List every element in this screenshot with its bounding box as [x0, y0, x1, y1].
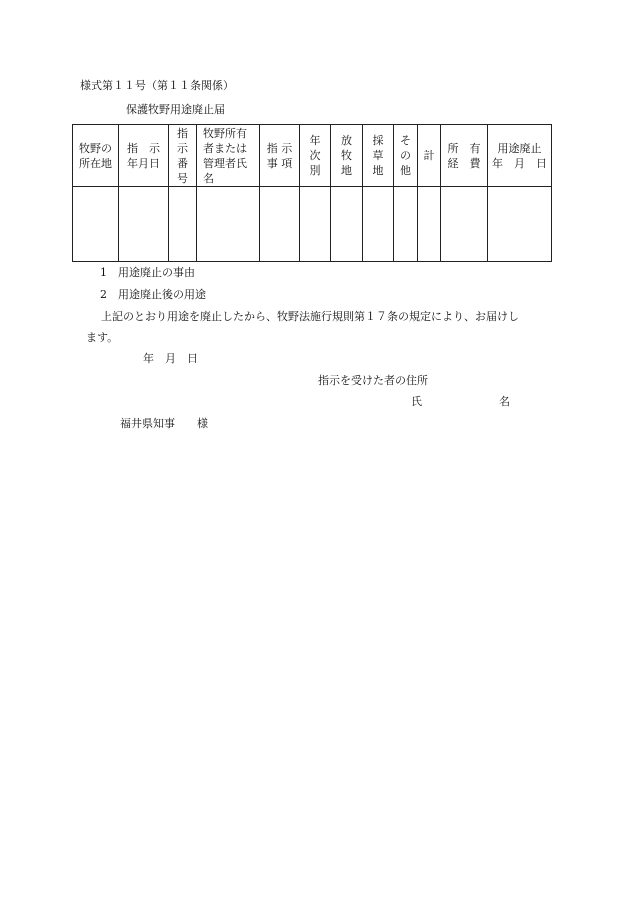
header-owner [197, 125, 260, 187]
header-owner-line: 牧野所有 [203, 126, 247, 140]
header-grazing-land-line: 放 [341, 134, 352, 147]
header-grazing-land [331, 125, 363, 187]
item-abolish-reason: 1 用途廃止の事由 [100, 266, 195, 279]
cell-owner[interactable] [197, 187, 260, 262]
header-instruction-items-line: 事 項 [266, 156, 293, 170]
header-owner-line: 名 [203, 171, 214, 185]
header-owner-line: 者または [203, 141, 247, 155]
cell-mowing-land[interactable] [363, 187, 394, 262]
cell-year[interactable] [300, 187, 331, 262]
header-total-line: 計 [423, 149, 435, 162]
header-instruction-number-line: 号 [177, 171, 188, 185]
cell-instruction-date[interactable] [119, 187, 169, 262]
notification-table [72, 124, 552, 262]
header-location-line: 所在地 [79, 156, 112, 170]
cell-instruction-items[interactable] [260, 187, 300, 262]
addressee: 福井県知事 様 [120, 417, 208, 430]
header-mowing-land-line: 草 [372, 149, 384, 162]
header-other-line: そ [400, 134, 411, 147]
header-other-line: の [400, 149, 411, 162]
header-other [394, 125, 418, 187]
cell-cost[interactable] [441, 187, 488, 262]
cell-location[interactable] [73, 187, 119, 262]
header-grazing-land-line: 牧 [341, 149, 352, 162]
cell-total[interactable] [418, 187, 441, 262]
statement-line-1: 上記のとおり用途を廃止したから、牧野法施行規則第１７条の規定により、お届けし [101, 310, 519, 323]
header-abolish-date-line: 年 月 日 [492, 156, 547, 170]
header-grazing-land-line: 地 [341, 164, 352, 177]
date-line: 年 月 日 [143, 352, 198, 365]
header-cost-line: 所 有 [447, 141, 481, 155]
header-instruction-items-line: 指 示 [266, 141, 293, 155]
header-total [418, 125, 441, 187]
header-year-line: 次 [309, 149, 321, 162]
header-instruction-number-line: 番 [177, 156, 188, 170]
cell-instruction-number[interactable] [169, 187, 197, 262]
form-title: 保護牧野用途廃止届 [126, 103, 225, 116]
header-year-line: 年 [309, 134, 321, 147]
statement-line-2: ます。 [86, 331, 119, 344]
header-instruction-date-line: 年月日 [127, 156, 160, 170]
header-instruction-number-line: 示 [177, 141, 188, 155]
header-year-line: 別 [309, 164, 321, 177]
cell-other[interactable] [394, 187, 418, 262]
header-mowing-land-line: 採 [372, 134, 384, 147]
header-instruction-number [169, 125, 197, 187]
header-instruction-number-line: 指 [177, 126, 188, 140]
applicant-address-label: 指示を受けた者の住所 [318, 374, 428, 387]
header-abolish-date-line: 用途廃止 [497, 141, 542, 155]
cell-abolish-date[interactable] [488, 187, 552, 262]
header-other-line: 他 [400, 164, 411, 177]
cell-grazing-land[interactable] [331, 187, 363, 262]
header-abolish-date [488, 125, 552, 187]
header-mowing-land-line: 地 [372, 164, 384, 177]
table-row [73, 187, 552, 262]
header-instruction-date-line: 指 示 [127, 141, 160, 155]
item-after-use: 2 用途廃止後の用途 [100, 288, 206, 301]
header-instruction-items [260, 125, 300, 187]
applicant-name-label: 氏 名 [411, 395, 510, 408]
form-number: 様式第１１号（第１１条関係） [80, 79, 234, 92]
header-cost-line: 経 費 [447, 156, 481, 170]
header-location-line: 牧野の [79, 141, 112, 155]
header-location [73, 125, 119, 187]
header-year [300, 125, 331, 187]
header-owner-line: 管理者氏 [203, 156, 247, 170]
header-mowing-land [363, 125, 394, 187]
header-cost [441, 125, 488, 187]
header-instruction-date [119, 125, 169, 187]
